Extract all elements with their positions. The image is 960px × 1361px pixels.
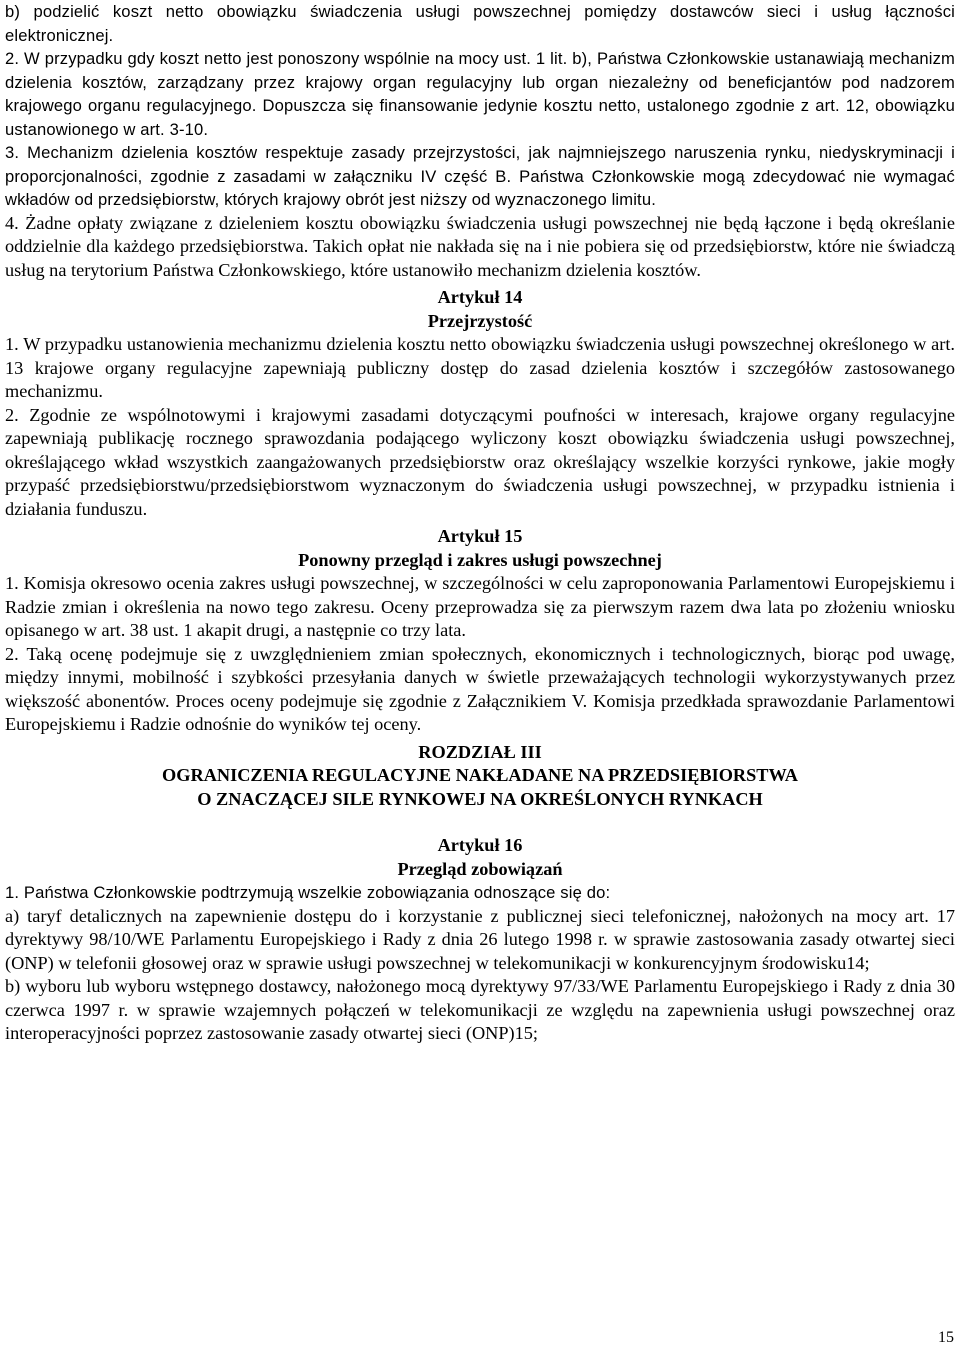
article-14-title: Przejrzystość <box>427 310 533 331</box>
paragraph: 2. Taką ocenę podejmuje się z uwzględnieniem zmian społecznych, ekonomicznych i technologicznych, biorąc pod uwagę, między innymi, mobilność i szybkości przesyłania danych w świetle przeważających technologii wykorzystywanych przez większość abonentów. Proces oceny podejmuje się zgodnie z Załącznikiem V. Komisja przedkłada sprawozdanie Parlamentowi Europejskiemu i Radzie odnośnie do wyników tej oceny. <box>5 643 955 734</box>
paragraph: 1. W przypadku ustanowienia mechanizmu dzielenia kosztu netto obowiązku świadczenia usługi powszechnej określonego w art. 13 krajowe organy regulacyjne zapewniają publiczny dostęp do zasad dzielenia kosztów i szczegółów zastosowanego mechanizmu. <box>5 334 955 401</box>
chapter-3-title-line-1: OGRANICZENIA REGULACYJNE NAKŁADANE NA PRZEDSIĘBIORSTWA <box>162 765 798 785</box>
article-15-title: Ponowny przegląd i zakres usługi powszechnej <box>298 549 662 570</box>
paragraph: 1. Komisja okresowo ocenia zakres usługi powszechnej, w szczególności w celu zaproponowania Parlamentowi Europejskiemu i Radzie zmian i określenia na nowo tego zakresu. Oceny przeprowadza się za pierwszym razem dwa lata po złożeniu wniosku opisanego w art. 38 ust. 1 akapit drugi, a następnie co trzy lata. <box>5 573 955 640</box>
paragraph: b) wyboru lub wyboru wstępnego dostawcy, nałożonego mocą dyrektywy 97/33/WE Parlamentu Europejskiego i Rady z dnia 30 czerwca 1997 r. w sprawie wzajemnych połączeń w telekomunikacji ze względu na zapewnienia usługi powszechnej oraz interoperacyjności poprzez zastosowanie zasady otwartej sieci (ONP)15; <box>5 976 955 1043</box>
article-16-number: Artykuł 16 <box>437 835 523 855</box>
page-number: 15 <box>938 1329 954 1346</box>
paragraph: 4. Żadne opłaty związane z dzieleniem kosztu obowiązku świadczenia usługi powszechnej nie będą łączone i będą określanie oddzielnie dla każdego przedsiębiorstwa. Takich opłat nie nakłada się na i nie pobiera się od przedsiębiorstw, które nie świadczą usług na terytorium Państwa Członkowskiego, które ustanowiło mechanizm dzielenia kosztów. <box>5 212 955 280</box>
article-16-title: Przegląd zobowiązań <box>397 858 563 879</box>
paragraph: 3. Mechanizm dzielenia kosztów respektuje zasady przejrzystości, jak najmniejszego naruszenia rynku, niedyskryminacji i proporcjonalności, zgodnie z zasadami w załączniku IV część B. Państwa Członkowskie mogą zdecydować nie wymagać wkładów od przedsiębiorstw, których krajowy obrót jest niższy od wyznaczonego limitu. <box>5 143 955 209</box>
spacer <box>5 811 955 834</box>
paragraph: b) podzielić koszt netto obowiązku świadczenia usługi powszechnej pomiędzy dostawców sieci i usług łączności elektronicznej. <box>5 2 955 45</box>
paragraph: a) taryf detalicznych na zapewnienie dostępu do i korzystanie z publicznej sieci telefonicznej, nałożonych na mocy art. 17 dyrektywy 98/10/WE Parlamentu Europejskiego i Rady z dnia 26 lutego 1998 r. w sprawie zastosowania zasady otwartej sieci (ONP) w telefonii głosowej oraz w sprawie usługi powszechnej w telekomunikacji w konkurencyjnym środowisku14; <box>5 905 955 973</box>
article-15-number: Artykuł 15 <box>437 526 523 546</box>
chapter-3-title-line-2: O ZNACZĄCEJ SILE RYNKOWEJ NA OKREŚLONYCH RYNKACH <box>197 788 763 809</box>
paragraph: 2. Zgodnie ze wspólnotowymi i krajowymi zasadami dotyczącymi poufności w interesach, krajowe organy regulacyjne zapewniają publikację rocznego sprawozdania podającego wyliczony koszt obowiązku świadczenia usługi powszechnej, określającego wkład wszystkich zaangażowanych przedsiębiorstw oraz określający wszelkie korzyści rynkowe, jakie mogły przypaść przedsiębiorstwu/przedsiębiorstwom wyznaczonym do świadczenia usługi powszechnej, w przypadku istnienia i działania funduszu. <box>5 404 955 519</box>
chapter-3-number: ROZDZIAŁ III <box>418 741 542 762</box>
paragraph: 2. W przypadku gdy koszt netto jest ponoszony wspólnie na mocy ust. 1 lit. b), Państwa Członkowskie ustanawiają mechanizm dzielenia kosztów, zarządzany przez krajowy organ regulacyjny lub organ niezależny od beneficjantów pod nadzorem krajowego organu regulacyjnego. Dopuszcza się finansowanie jedynie kosztu netto, ustalonego zgodnie z art. 12, obowiązku ustanowionego w art. 3-10. <box>5 49 955 139</box>
paragraph: 1. Państwa Członkowskie podtrzymują wszelkie zobowiązania odnoszące się do: <box>5 883 611 902</box>
article-14-number: Artykuł 14 <box>437 287 523 307</box>
